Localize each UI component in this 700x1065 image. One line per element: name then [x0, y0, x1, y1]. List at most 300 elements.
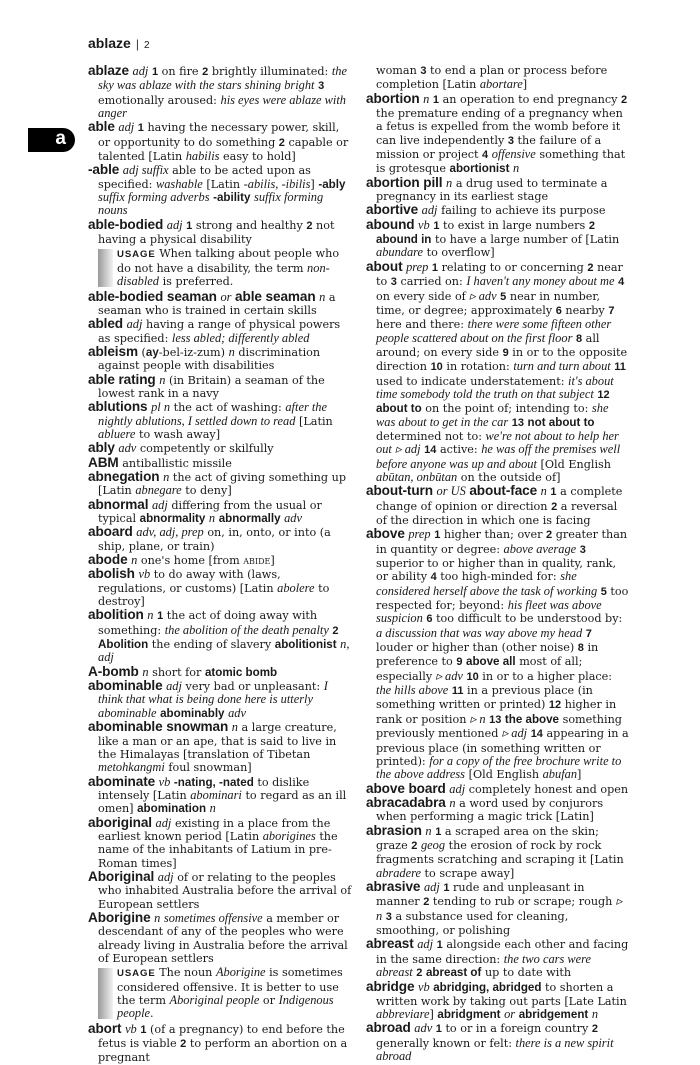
definition-text: alongside each other and facing in the same direction: [376, 938, 629, 966]
italic-text: it's about time somebody told the truth on that subject [376, 373, 614, 401]
definition-text: in or to the opposite direction [376, 345, 628, 374]
headword: ABM [88, 454, 119, 470]
headword: abortion pill [366, 174, 443, 190]
dictionary-entry [88, 911, 352, 965]
sense-number: 2 [588, 219, 595, 232]
cross-reference: abide [243, 554, 271, 568]
sense-number: 2 [551, 500, 558, 513]
definition-text: on the point of; intending to: [425, 402, 589, 416]
italic-text: Aboriginal people [169, 993, 260, 1008]
bold-form: -nating, -nated [173, 775, 254, 789]
bold-form: abnormally [218, 512, 281, 525]
definition-text: on every side of [376, 289, 466, 303]
italic-text: adj [417, 937, 434, 952]
italic-text: his fleet was above suspicion [376, 598, 602, 626]
definition-text: (of a pregnancy) to end before the fetus is viable [98, 1022, 345, 1051]
headword: able [88, 119, 115, 135]
headword: about-turn [366, 483, 433, 499]
header-separator: | [135, 37, 139, 51]
headword: able-bodied seaman [88, 288, 217, 304]
italic-text: there were some fifteen other people scattered about on the first floor [376, 317, 612, 345]
italic-text: adj [132, 64, 149, 78]
definition-text: too respected for; beyond: [376, 584, 629, 613]
headword: ablutions [88, 399, 148, 415]
definition-text: too difficult to be understood by: [436, 612, 623, 626]
sense-number: 2 [332, 624, 339, 637]
definition-text: woman [376, 64, 417, 77]
italic-text: the sky was ablaze with the stars shining bright [98, 64, 347, 93]
dictionary-entry [88, 775, 352, 816]
headword: abridge [366, 979, 415, 995]
sense-number: 1 [157, 610, 164, 623]
sense-number: 14 [424, 444, 437, 457]
italic-text: adj [166, 217, 183, 232]
italic-text: n [423, 91, 430, 106]
sense-number: 5 [600, 585, 607, 598]
headword: able rating [88, 371, 156, 387]
definition-text: to deny] [185, 484, 232, 498]
bold-form: abolitionist [274, 638, 337, 652]
headword: abolition [88, 607, 144, 623]
italic-text: aborigines [262, 828, 316, 843]
bold-form: above all [466, 655, 516, 669]
definition-text: to regard as an ill omen] [98, 788, 347, 816]
running-header [88, 35, 150, 53]
definition-text: in or to a higher place: [482, 669, 613, 683]
sense-number: 3 [318, 80, 325, 93]
italic-text: ▹ n [470, 711, 486, 726]
italic-text: he was off the premises well before anyone was up and about [376, 442, 621, 471]
bold-form: abortionist [449, 162, 510, 176]
dictionary-entry [366, 527, 630, 781]
headword: abortive [366, 202, 419, 218]
sense-number: 8 [577, 642, 584, 655]
definition-text: ] [270, 554, 275, 568]
definition-text: [Latin [299, 414, 333, 428]
definition-text: to or in a foreign country [445, 1022, 589, 1036]
italic-text: abūtan, onbūtan [376, 469, 458, 484]
sense-number: 1 [186, 219, 193, 232]
bold-form: abnormality [139, 512, 206, 525]
usage-label: USAGE [117, 249, 156, 261]
definition-text: near to [376, 260, 623, 289]
definition-text: a member or descendant of any of the peoples who were already living in Australia before the arrival of European settlers [98, 911, 348, 965]
definition-text: higher than; over [443, 528, 543, 542]
usage-note [98, 966, 352, 1020]
italic-text: n [147, 608, 154, 623]
definition-text: too high-minded for: [440, 570, 557, 584]
sense-number: 2 [180, 1038, 187, 1051]
definition-text: to scrape away] [424, 866, 515, 880]
sense-number: 2 [202, 66, 209, 78]
italic-text: non-disabled [117, 260, 330, 289]
definition-text: is sometimes considered offensive. It is better to use the term [117, 966, 343, 1008]
dictionary-entry [88, 400, 352, 441]
italic-text: abbreviare [376, 1007, 430, 1022]
italic-text: ▹ adj [501, 726, 528, 741]
definition-text: something previously mentioned [376, 712, 622, 741]
definition-text: a seaman who is trained in certain skills [98, 290, 336, 317]
italic-text: abortare [479, 77, 523, 92]
definition-text: a scraped area on the skin; graze [376, 824, 599, 852]
sense-number: 2 [620, 93, 628, 106]
sense-number: 10 [430, 361, 443, 374]
definition-text: the act of doing away with something: [98, 609, 318, 637]
headword: abnormal [88, 496, 149, 512]
sense-number: 2 [423, 896, 430, 909]
bold-form: -ably [318, 177, 346, 191]
dictionary-entry [88, 441, 352, 455]
sense-number: 13 [511, 416, 524, 429]
definition-text: having the necessary power, skill, or opportunity to do something [98, 121, 340, 149]
italic-text: adj [155, 815, 172, 830]
dictionary-entry [366, 260, 630, 485]
definition-text: completely honest and open [468, 782, 629, 796]
italic-text: abolere [277, 580, 315, 595]
italic-text: I think that what is being done here is utterly abominable [98, 679, 328, 720]
italic-text: or [504, 1007, 516, 1022]
definition-text: higher in rank or position [376, 698, 617, 726]
definition-text: to do away with (laws, regulations, or customs) [Latin [98, 568, 281, 595]
dictionary-entry [366, 937, 630, 980]
sense-number: 7 [608, 304, 615, 317]
sense-number: 2 [546, 529, 553, 542]
italic-text: she considered herself above the task of working [376, 569, 598, 598]
bold-form: atomic bomb [204, 665, 278, 679]
definition-text: on, in, onto, or into (a ship, plane, or train) [98, 526, 331, 553]
sense-number: 6 [426, 613, 433, 626]
definition-text: [Latin [206, 177, 241, 191]
definition-text: in a previous place (in something written or printed) [376, 684, 593, 712]
italic-text: metohkangmi [98, 760, 165, 775]
dictionary-entry [366, 92, 630, 176]
italic-text: sometimes offensive [163, 910, 263, 925]
definition-text: failing to achieve its purpose [441, 204, 606, 218]
dictionary-entry [88, 870, 352, 911]
dictionary-entry [88, 64, 352, 120]
definition-text: rude and unpleasant in manner [376, 880, 585, 909]
headword: abound [366, 216, 415, 232]
tab-letter: a [55, 128, 66, 149]
italic-text: n [319, 289, 326, 304]
header-headword: ablaze [88, 35, 131, 51]
dictionary-entry [366, 880, 630, 937]
sense-number: 12 [548, 699, 562, 712]
definition-text: [Old English [468, 768, 540, 782]
italic-text: Aborigine [215, 965, 266, 980]
dictionary-entry [366, 1021, 630, 1063]
definition-text: to destroy] [98, 581, 330, 609]
italic-text: the two cars were abreast [376, 951, 592, 979]
italic-text: she was about to get in the car [376, 401, 609, 429]
definition-text: The noun [159, 966, 213, 980]
definition-text: of or relating to the peoples who inhabited Australia before the arrival of European settlers [98, 870, 352, 911]
definition-text: one's home [from [140, 554, 240, 568]
definition-text: When talking about people who do not have a disability, the term [117, 247, 340, 275]
dictionary-entry [88, 665, 352, 679]
dictionary-entry [88, 679, 352, 720]
bold-form: -ability [213, 191, 251, 205]
dictionary-entry [88, 1022, 352, 1065]
sense-number: 3 [390, 276, 397, 289]
definition-text: discrimination against people with disabilities [98, 345, 321, 373]
sense-number: 3 [507, 134, 514, 147]
bold-form: about to [376, 402, 422, 416]
definition-text: something that is grotesque [376, 148, 626, 176]
right-column [366, 64, 630, 1063]
definition-text: in rotation: [446, 360, 510, 374]
sense-number: 7 [585, 627, 592, 640]
dictionary-entry [88, 456, 352, 470]
sense-number: 2 [587, 261, 594, 274]
definition-text: the premature ending of a pregnancy when a fetus is expelled from the womb before it can live independently [376, 107, 623, 147]
italic-text: n [131, 553, 138, 568]
italic-text: n [425, 823, 432, 838]
usage-note [98, 247, 352, 288]
sense-number: 2 [416, 967, 423, 979]
definition-text: nearby [565, 303, 605, 317]
definition-text: ] [522, 78, 528, 92]
definition-text: foul snowman] [168, 761, 252, 775]
italic-text: after the nightly ablutions, I settled down to read [98, 400, 327, 428]
headword: abominate [88, 773, 156, 789]
sense-number: 13 [489, 713, 502, 726]
definition-text: having a range of physical powers as specified: [98, 318, 341, 345]
sense-number: 3 [385, 910, 392, 923]
sense-number: 12 [597, 388, 610, 401]
dictionary-entry [88, 120, 352, 163]
italic-text: n [591, 1007, 599, 1022]
italic-text: abluere [98, 426, 136, 441]
definition-text: a drug used to terminate a pregnancy in its earliest stage [376, 176, 608, 204]
definition-text: the failure of a mission or project [376, 133, 602, 162]
italic-text: habilis [185, 149, 220, 164]
italic-text: prep [408, 527, 431, 542]
dictionary-entry [88, 567, 352, 608]
definition-text: easy to hold] [223, 150, 296, 164]
sense-number: 1 [435, 1023, 442, 1036]
italic-text: suffix forming adverbs [98, 190, 210, 205]
italic-text: adj [449, 781, 466, 796]
italic-text: adv, adj, prep [136, 525, 204, 540]
sense-number: 3 [420, 65, 427, 77]
italic-text: adj [421, 203, 438, 218]
italic-text: his eyes were ablaze with anger [98, 92, 346, 121]
bold-form: abreast of [425, 966, 482, 979]
sense-number: 1 [435, 825, 442, 838]
dictionary-entry [366, 484, 630, 527]
definition-text: ( [141, 345, 146, 359]
headword: above board [366, 780, 446, 796]
sense-number: 1 [137, 122, 144, 135]
definition-text: (in Britain) a seaman of the lowest rank in a navy [98, 373, 325, 400]
definition-text: an operation to end pregnancy [442, 92, 618, 106]
dictionary-entry [88, 218, 352, 247]
dictionary-entry [88, 317, 352, 345]
definition-text: appearing in a previous place (in something written or printed): [376, 727, 629, 768]
headword: aboriginal [88, 814, 152, 830]
headword: abort [88, 1020, 122, 1036]
bold-form: not about to [527, 415, 595, 429]
headword: abode [88, 552, 128, 568]
italic-text: n [449, 795, 456, 810]
italic-text: adv [118, 441, 137, 456]
dictionary-entry [88, 720, 352, 774]
sense-number: 1 [432, 93, 440, 106]
bold-form: the above [504, 712, 560, 726]
italic-text: turn and turn about [513, 359, 611, 374]
italic-text: n [208, 511, 216, 525]
definition-text: to end a plan or process before completion [Latin [376, 64, 608, 92]
italic-text: Indigenous people [117, 993, 334, 1021]
sense-number: 11 [451, 685, 464, 698]
definition-text: to dislike intensely [Latin [98, 775, 310, 802]
definition-text: on fire [161, 65, 199, 78]
italic-text: there is a new spirit abroad [376, 1035, 614, 1064]
sense-number: 11 [614, 361, 626, 374]
headword: -able [88, 162, 120, 178]
italic-text: vb [125, 1021, 137, 1036]
italic-text: adj [118, 120, 135, 135]
letter-thumb-tab [28, 128, 75, 152]
italic-text: washable [155, 176, 203, 191]
dictionary-entry [88, 498, 352, 526]
definition-text: to wash away] [138, 427, 221, 441]
italic-text: we're not about to help her out [376, 428, 619, 457]
italic-text: suffix forming nouns [98, 190, 324, 218]
italic-text: abufan [542, 767, 578, 782]
headword: abominable [88, 678, 163, 694]
bold-form: abominably [160, 706, 225, 720]
dictionary-entry [366, 796, 630, 824]
headword: abroad [366, 1020, 411, 1036]
sense-number: 8 [575, 332, 583, 345]
definition-text: able to be acted upon as specified: [98, 164, 311, 191]
headword: abled [88, 316, 124, 332]
italic-text: abominari [190, 787, 242, 802]
definition-text: competently or skilfully [139, 442, 274, 456]
definition-text: determined not to: [376, 429, 482, 443]
sense-number: 6 [555, 304, 562, 317]
definition-text: the erosion of rock by rock fragments scratching and scraping it [Latin [376, 838, 624, 867]
italic-text: adj [157, 869, 174, 884]
definition-text: to overflow] [426, 246, 495, 260]
definition-text: . [150, 1007, 154, 1021]
dictionary-entry [88, 816, 352, 870]
sense-number: 2 [591, 1023, 599, 1036]
dictionary-entry [366, 824, 630, 880]
italic-text: vb [418, 217, 430, 232]
italic-text: -abilis, -ibilis [243, 176, 311, 191]
sense-number: 9 [456, 656, 463, 669]
italic-text: less abled; differently abled [171, 330, 310, 345]
dictionary-entry [88, 553, 352, 567]
headword: Aboriginal [88, 868, 155, 884]
italic-text: vb [138, 567, 151, 582]
definition-text: differing from the usual or typical [98, 498, 322, 525]
dictionary-entry [88, 525, 352, 553]
italic-text: adv [228, 705, 246, 720]
dictionary-entry [366, 980, 630, 1021]
italic-text: n [159, 372, 166, 387]
italic-text: the hills above [376, 683, 449, 698]
italic-text: vb [417, 980, 430, 995]
italic-text: or US [436, 484, 466, 499]
dictionary-entry [88, 470, 352, 498]
italic-text: n [446, 175, 453, 190]
italic-text: adv [284, 511, 302, 525]
definition-text: emotionally aroused: [98, 93, 217, 107]
sense-number: 1 [443, 881, 450, 894]
italic-text: abnegare [135, 483, 182, 498]
sense-number: 1 [436, 939, 443, 952]
sense-number: 10 [466, 670, 479, 683]
italic-text: n [154, 910, 161, 925]
headword: about-face [469, 483, 538, 499]
dictionary-entry [88, 290, 352, 318]
sense-number: 1 [433, 219, 440, 232]
italic-text: I haven't any money about me [466, 274, 615, 289]
italic-text: ▹ adv [435, 668, 463, 683]
definition-text: used to indicate understatement: [376, 374, 565, 388]
italic-text: n [231, 720, 238, 735]
headword: abracadabra [366, 794, 446, 810]
headword: abrasion [366, 822, 422, 838]
italic-text: above average [503, 541, 577, 556]
definition-text: strong and healthy [195, 218, 303, 232]
italic-text: geog [420, 837, 446, 852]
definition-text: superior to or higher than in quality, rank, or ability [376, 557, 617, 584]
definition-text: near in number, time, or degree; approximately [376, 289, 601, 317]
definition-text: is preferred. [162, 275, 234, 289]
dictionary-entry [88, 163, 352, 217]
definition-text: to have a large number of [Latin [434, 233, 620, 247]
sense-number: 1 [140, 1023, 147, 1036]
italic-text: a discussion that was way above my head [376, 625, 583, 640]
headword: ablaze [88, 63, 129, 78]
italic-text: offensive [491, 147, 536, 162]
definition-text: a substance used for cleaning, smoothing, or polishing [376, 909, 569, 937]
italic-text: pl n [151, 400, 171, 415]
dictionary-entry [366, 203, 630, 217]
italic-text: vb [158, 774, 171, 789]
sense-number: 1 [434, 529, 441, 542]
italic-text: adj [166, 679, 182, 694]
sense-number: 4 [618, 276, 625, 289]
sense-number: 2 [278, 136, 285, 149]
dictionary-entry [88, 345, 352, 373]
definition-text: short for [152, 665, 202, 679]
definition-text: most of all; especially [376, 655, 583, 683]
definition-text: very bad or unpleasant: [185, 680, 321, 694]
headword: able-bodied [88, 216, 164, 232]
definition-text: louder or higher than (other noise) [376, 641, 575, 655]
italic-text: abradere [376, 865, 421, 880]
definition-text: on the outside of] [460, 470, 561, 484]
italic-text: n [513, 161, 520, 176]
definition-text: or [262, 994, 275, 1008]
definition-text: ] [429, 1008, 434, 1022]
definition-text: active: [439, 443, 478, 457]
sense-number: 3 [579, 543, 586, 556]
headword: abortion [366, 90, 420, 106]
headword: aboard [88, 524, 133, 540]
definition-text: capable or talented [Latin [98, 135, 349, 164]
bold-form: abridgment [437, 1008, 501, 1022]
definition-text: antiballistic missile [122, 456, 232, 470]
sense-number: 1 [550, 486, 557, 499]
definition-text: ] [577, 768, 582, 782]
